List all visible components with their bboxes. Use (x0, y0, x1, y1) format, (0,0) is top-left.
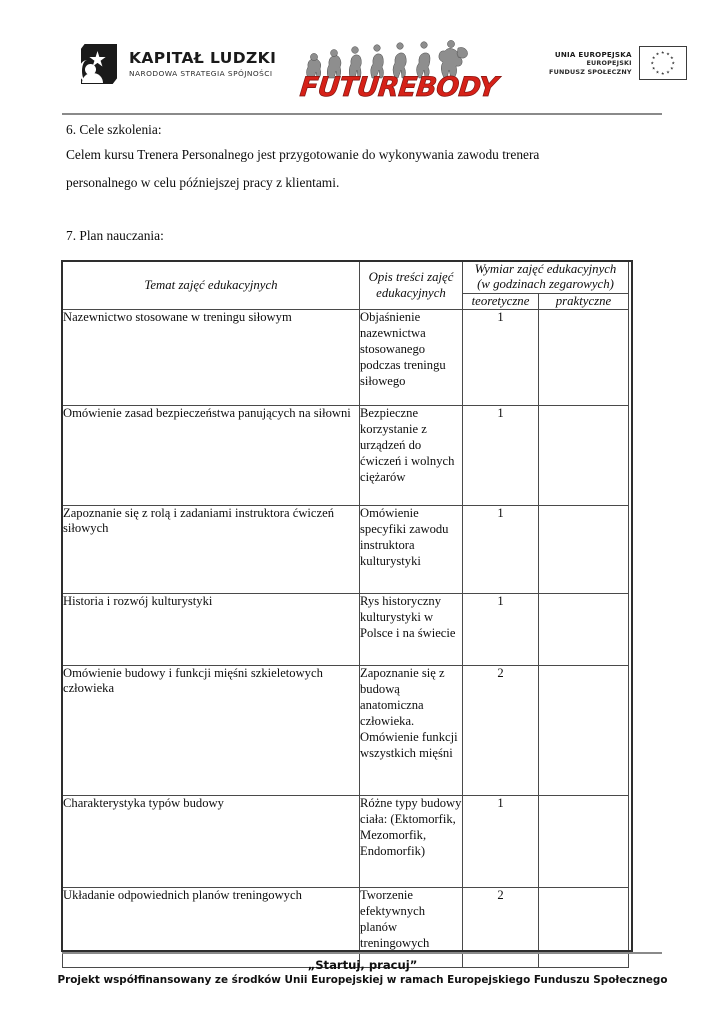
eu-star-icon (661, 51, 664, 54)
section-6-paragraph-line-2: personalnego w celu późniejszej pracy z klientami. (66, 175, 340, 190)
cell-practical-hours (539, 406, 629, 506)
table-row (63, 310, 629, 406)
unia-europejska-line1: UNIA EUROPEJSKA (554, 49, 632, 59)
section-6-heading: 6. Cele szkolenia: (66, 122, 162, 137)
kapital-ludzki-emblem-icon (78, 42, 120, 86)
cell-topic: Charakterystyka typów budowy (63, 796, 360, 888)
cell-description: Zapoznanie się z budową anatomiczna człowieka. Omówienie funkcji wszystkich mięśni (360, 666, 463, 796)
footer-funding-note: Projekt współfinansowany ze środków Unii Europejskiej w ramach Europejskiego Funduszu Społecznego (57, 974, 668, 987)
kapital-ludzki-text (129, 48, 277, 79)
table-row (63, 406, 629, 506)
eu-star-icon (672, 61, 675, 64)
teaching-plan-table (62, 261, 629, 968)
cell-practical-hours (539, 666, 629, 796)
footer-divider (62, 952, 662, 954)
header-theoretical: teoretyczne (463, 293, 539, 309)
eu-star-icon (652, 67, 655, 70)
cell-topic: Omówienie budowy i funkcji mięśni szkieletowych człowieka (63, 666, 360, 796)
unia-europejska-text (549, 50, 632, 76)
unia-europejska-line3: FUNDUSZ SPOŁECZNY (549, 67, 632, 76)
eu-star-icon (656, 70, 659, 73)
cell-description: Objaśnienie nazewnictwa stosowanego podczas treningu siłowego (360, 310, 463, 406)
cell-description: Bezpieczne korzystanie z urządzeń do ćwiczeń i wolnych ciężarów (360, 406, 463, 506)
kapital-ludzki-logo (78, 42, 276, 86)
cell-description: Tworzenie efektywnych planów treningowych (360, 888, 463, 968)
eu-star-icon (652, 56, 655, 59)
eu-star-icon (656, 52, 659, 55)
section-6-paragraph-line-1: Celem kursu Trenera Personalnego jest przygotowanie do wykonywania zawodu trenera (66, 147, 540, 162)
header-topic: Temat zajęć edukacyjnych (63, 262, 360, 310)
header-description: Opis treści zajęć edukacyjnych (360, 262, 463, 310)
table-row (63, 796, 629, 888)
cell-practical-hours (539, 310, 629, 406)
cell-practical-hours (539, 506, 629, 594)
cell-description: Rys historyczny kulturystyki w Polsce i na świecie (360, 594, 463, 666)
header-divider (62, 113, 662, 115)
eu-flag-icon (639, 46, 687, 80)
cell-theoretical-hours: 2 (463, 666, 539, 796)
header-logo-bar (0, 28, 725, 106)
cell-practical-hours (539, 888, 629, 968)
cell-theoretical-hours: 1 (463, 594, 539, 666)
futurebody-wordmark: FUTUREBODY (298, 72, 499, 103)
eu-star-icon (670, 67, 673, 70)
unia-europejska-line2: EUROPEJSKI (586, 59, 632, 68)
table-row (63, 666, 629, 796)
cell-theoretical-hours: 1 (463, 310, 539, 406)
cell-practical-hours (539, 796, 629, 888)
eu-star-icon (651, 61, 654, 64)
page-footer (0, 958, 725, 987)
cell-topic: Układanie odpowiednich planów treningowych (63, 888, 360, 968)
cell-topic: Historia i rozwój kulturystyki (63, 594, 360, 666)
cell-practical-hours (539, 594, 629, 666)
kapital-ludzki-title: KAPITAŁ LUDZKI (129, 48, 277, 67)
table-row (63, 594, 629, 666)
eu-star-icon (666, 52, 669, 55)
cell-theoretical-hours: 1 (463, 506, 539, 594)
futurebody-logo (298, 34, 499, 106)
table-row (63, 888, 629, 968)
header-dimension-line1: Wymiar zajęć edukacyjnych (474, 262, 617, 276)
eu-star-icon (670, 56, 673, 59)
cell-theoretical-hours: 1 (463, 406, 539, 506)
header-dimension (463, 262, 629, 294)
cell-topic: Omówienie zasad bezpieczeństwa panujących na siłowni (63, 406, 360, 506)
cell-description: Różne typy budowy ciała: (Ektomorfik, Mezomorfik, Endomorfik) (360, 796, 463, 888)
footer-project-title: „Startuj, pracuj” (307, 958, 418, 972)
table-header-row-main (63, 262, 629, 294)
section-7-heading: 7. Plan nauczania: (66, 228, 164, 243)
header-practical: praktyczne (539, 293, 629, 309)
cell-topic: Nazewnictwo stosowane w treningu siłowym (63, 310, 360, 406)
cell-topic: Zapoznanie się z rolą i zadaniami instruktora ćwiczeń siłowych (63, 506, 360, 594)
eu-star-icon (661, 72, 664, 75)
cell-theoretical-hours: 2 (463, 888, 539, 968)
kapital-ludzki-subtitle: NARODOWA STRATEGIA SPÓJNOŚCI (129, 69, 273, 79)
eu-star-icon (666, 70, 669, 73)
table-row (63, 506, 629, 594)
unia-europejska-logo (549, 46, 687, 80)
cell-description: Omówienie specyfiki zawodu instruktora kulturystyki (360, 506, 463, 594)
header-dimension-line2: (w godzinach zegarowych) (477, 277, 614, 292)
cell-theoretical-hours: 1 (463, 796, 539, 888)
